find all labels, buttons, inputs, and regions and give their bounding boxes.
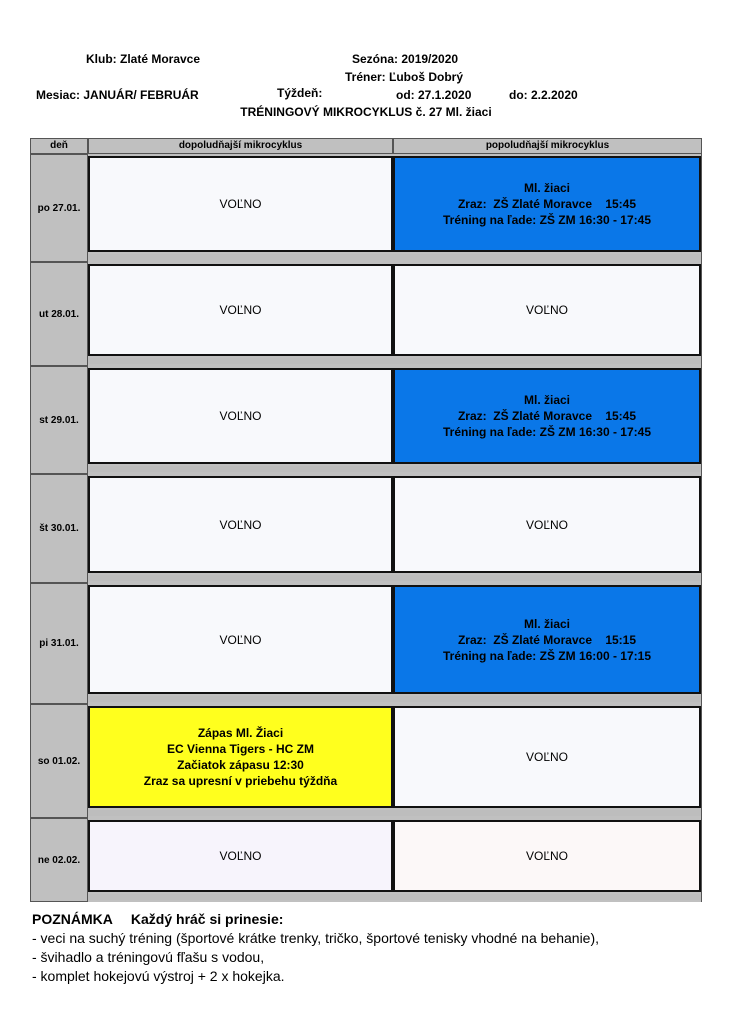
cell-shelf	[88, 358, 393, 364]
afternoon-line: Ml. žiaci	[523, 616, 570, 631]
morning-cell	[88, 264, 393, 356]
cell-shelf	[393, 696, 701, 702]
morning-line: VOĽNO	[219, 197, 262, 211]
month-label: Mesiac: JANUÁR/ FEBRUÁR	[36, 88, 199, 102]
week-label: Týždeň:	[277, 86, 323, 100]
morning-line: Zápas Ml. Žiaci	[197, 726, 284, 740]
afternoon-line: Tréning na ľade: ZŠ ZM 16:00 - 17:15	[442, 648, 651, 663]
afternoon-line: VOĽNO	[525, 750, 568, 764]
afternoon-line: Zraz: ZŠ Zlaté Moravce 15:45	[457, 197, 637, 211]
week-from: od: 27.1.2020	[396, 88, 472, 102]
afternoon-cell	[393, 476, 701, 573]
morning-line: VOĽNO	[219, 303, 262, 317]
day-cell: pi 31.01.	[30, 583, 88, 704]
note-item: - veci na suchý tréning (športové krátke trenky, tričko, športové tenisky vhodné na behanie),	[32, 930, 600, 946]
afternoon-cell	[393, 264, 701, 356]
coach-label: Tréner: Ľuboš Dobrý	[345, 70, 464, 84]
cell-shelf	[88, 254, 393, 260]
cell-shelf	[393, 575, 701, 581]
afternoon-line: VOĽNO	[525, 303, 568, 317]
note-heading	[32, 910, 599, 929]
note-label: POZNÁMKA	[32, 911, 113, 927]
col-header-day: deň	[30, 138, 88, 154]
morning-cell	[88, 706, 393, 808]
morning-line: Zraz sa upresní v priebehu týždňa	[143, 774, 338, 788]
afternoon-cell	[393, 156, 701, 252]
schedule-table	[30, 138, 702, 902]
morning-line: VOĽNO	[219, 849, 262, 863]
note-item: - komplet hokejovú výstroj + 2 x hokejka.	[32, 968, 285, 984]
club-label: Klub: Zlaté Moravce	[86, 52, 201, 66]
morning-cell	[88, 820, 393, 892]
cell-shelf	[88, 575, 393, 581]
afternoon-line: Ml. žiaci	[523, 181, 570, 195]
morning-line: VOĽNO	[219, 517, 262, 532]
afternoon-line: VOĽNO	[525, 849, 568, 863]
cell-shelf	[88, 466, 393, 472]
afternoon-cell	[393, 368, 701, 464]
morning-line: EC Vienna Tigers - HC ZM	[167, 742, 314, 756]
afternoon-cell	[393, 585, 701, 694]
morning-cell	[88, 368, 393, 464]
morning-line: VOĽNO	[219, 409, 262, 423]
afternoon-cell	[393, 706, 701, 808]
day-cell: ne 02.02.	[30, 818, 88, 902]
cell-shelf	[393, 810, 701, 816]
afternoon-line: Zraz: ZŠ Zlaté Moravce 15:15	[457, 632, 637, 647]
afternoon-line: Tréning na ľade: ZŠ ZM 16:30 - 17:45	[442, 213, 651, 227]
cell-shelf	[88, 696, 393, 702]
week-to: do: 2.2.2020	[509, 88, 578, 102]
cell-shelf	[88, 810, 393, 816]
note-intro: Každý hráč si prinesie:	[130, 911, 284, 927]
morning-line: VOĽNO	[219, 632, 262, 647]
season-label: Sezóna: 2019/2020	[352, 52, 459, 66]
cell-shelf	[88, 894, 393, 900]
page-title: TRÉNINGOVÝ MIKROCYKLUS č. 27 Ml. žiaci	[240, 105, 492, 119]
note-section	[32, 910, 599, 986]
day-cell: po 27.01.	[30, 154, 88, 262]
day-cell: št 30.01.	[30, 474, 88, 583]
cell-shelf	[393, 466, 701, 472]
cell-shelf	[393, 358, 701, 364]
morning-line: Začiatok zápasu 12:30	[177, 758, 304, 772]
afternoon-line: Ml. žiaci	[523, 393, 570, 407]
morning-cell	[88, 476, 393, 573]
day-cell: ut 28.01.	[30, 262, 88, 366]
afternoon-line: Tréning na ľade: ZŠ ZM 16:30 - 17:45	[442, 425, 651, 439]
afternoon-cell	[393, 820, 701, 892]
cell-shelf	[393, 254, 701, 260]
afternoon-line: VOĽNO	[525, 517, 568, 532]
afternoon-line: Zraz: ZŠ Zlaté Moravce 15:45	[457, 409, 637, 423]
day-cell: st 29.01.	[30, 366, 88, 474]
col-header-afternoon: popoludňajší mikrocyklus	[393, 138, 702, 154]
col-header-morning: dopoludňajší mikrocyklus	[88, 138, 393, 154]
day-cell: so 01.02.	[30, 704, 88, 818]
morning-cell	[88, 585, 393, 694]
cell-shelf	[393, 894, 701, 900]
note-item: - švihadlo a tréningovú fľašu s vodou,	[32, 949, 265, 965]
morning-cell	[88, 156, 393, 252]
